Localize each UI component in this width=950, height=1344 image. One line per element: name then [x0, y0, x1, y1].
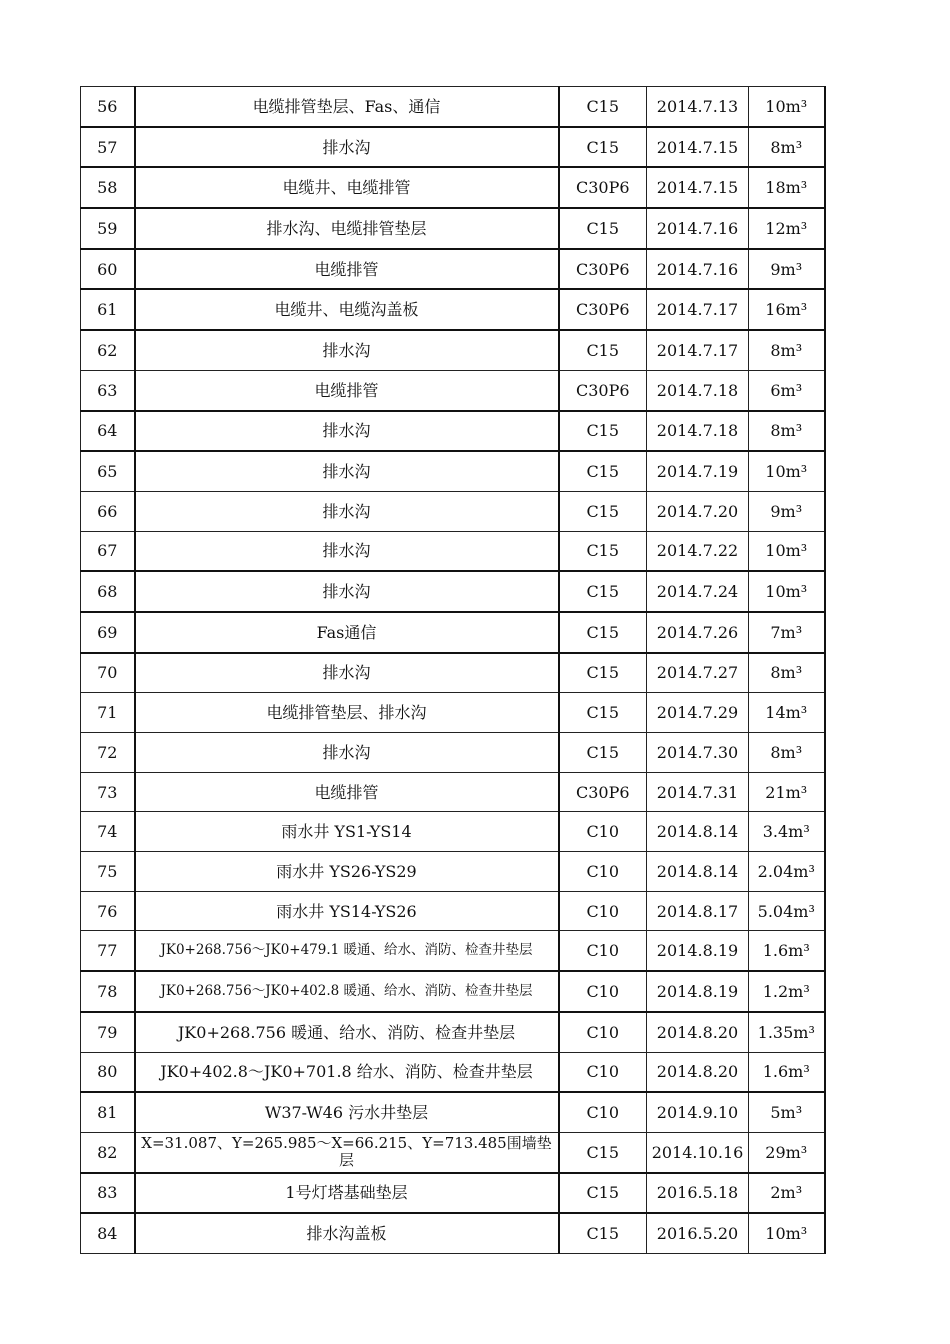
pour-date: 2014.7.27 — [647, 653, 749, 693]
row-number: 58 — [81, 167, 135, 208]
concrete-grade: C15 — [559, 491, 647, 531]
pour-volume: 1.6m³ — [749, 931, 825, 971]
work-item: X=31.087、Y=265.985～X=66.215、Y=713.485围墙垫层 — [135, 1132, 559, 1172]
work-item: 电缆排管 — [135, 772, 559, 812]
row-number: 82 — [81, 1132, 135, 1172]
row-number: 61 — [81, 289, 135, 330]
row-number: 75 — [81, 852, 135, 892]
row-number: 57 — [81, 127, 135, 168]
row-number: 64 — [81, 411, 135, 452]
table-row — [81, 289, 825, 330]
table-row — [81, 208, 825, 249]
pour-volume: 5.04m³ — [749, 891, 825, 931]
work-item: 电缆排管垫层、排水沟 — [135, 693, 559, 733]
row-number: 67 — [81, 531, 135, 571]
pour-volume: 9m³ — [749, 491, 825, 531]
work-item: JK0+268.756～JK0+402.8 暖通、给水、消防、检查井垫层 — [135, 971, 559, 1012]
work-item: 排水沟 — [135, 127, 559, 168]
table-row — [81, 1173, 825, 1214]
pour-volume: 8m³ — [749, 653, 825, 693]
row-number: 66 — [81, 491, 135, 531]
pour-volume: 18m³ — [749, 167, 825, 208]
table-row — [81, 852, 825, 892]
work-item: 电缆井、电缆排管 — [135, 167, 559, 208]
table-row — [81, 571, 825, 612]
work-item: 排水沟 — [135, 491, 559, 531]
pour-volume: 10m³ — [749, 571, 825, 612]
row-number: 70 — [81, 653, 135, 693]
table-row — [81, 249, 825, 290]
table-row — [81, 531, 825, 571]
concrete-grade: C10 — [559, 852, 647, 892]
work-item: Fas通信 — [135, 612, 559, 653]
concrete-pour-record-sheet — [80, 86, 824, 1254]
work-item: 电缆排管 — [135, 370, 559, 410]
work-item: W37-W46 污水井垫层 — [135, 1092, 559, 1132]
pour-date: 2014.7.15 — [647, 167, 749, 208]
pour-record-table — [80, 86, 826, 1254]
concrete-grade: C10 — [559, 891, 647, 931]
table-row — [81, 891, 825, 931]
concrete-grade: C15 — [559, 330, 647, 370]
row-number: 81 — [81, 1092, 135, 1132]
pour-volume: 10m³ — [749, 1213, 825, 1253]
table-row — [81, 87, 825, 127]
pour-volume: 2m³ — [749, 1173, 825, 1214]
concrete-grade: C30P6 — [559, 772, 647, 812]
table-row — [81, 491, 825, 531]
row-number: 69 — [81, 612, 135, 653]
pour-date: 2014.10.16 — [647, 1132, 749, 1172]
pour-date: 2014.7.15 — [647, 127, 749, 168]
concrete-grade: C15 — [559, 653, 647, 693]
table-row — [81, 772, 825, 812]
table-row — [81, 411, 825, 452]
work-item: JK0+268.756 暖通、给水、消防、检查井垫层 — [135, 1012, 559, 1052]
pour-volume: 7m³ — [749, 612, 825, 653]
table-row — [81, 693, 825, 733]
table-body — [81, 87, 825, 1254]
pour-date: 2014.8.17 — [647, 891, 749, 931]
pour-volume: 8m³ — [749, 733, 825, 773]
row-number: 79 — [81, 1012, 135, 1052]
pour-date: 2014.7.18 — [647, 411, 749, 452]
row-number: 65 — [81, 451, 135, 491]
row-number: 74 — [81, 812, 135, 852]
pour-volume: 5m³ — [749, 1092, 825, 1132]
pour-date: 2014.7.17 — [647, 289, 749, 330]
pour-date: 2016.5.20 — [647, 1213, 749, 1253]
pour-date: 2016.5.18 — [647, 1173, 749, 1214]
work-item: 排水沟 — [135, 451, 559, 491]
row-number: 77 — [81, 931, 135, 971]
row-number: 71 — [81, 693, 135, 733]
concrete-grade: C10 — [559, 812, 647, 852]
row-number: 59 — [81, 208, 135, 249]
table-row — [81, 653, 825, 693]
pour-volume: 29m³ — [749, 1132, 825, 1172]
pour-volume: 9m³ — [749, 249, 825, 290]
work-item: 电缆排管 — [135, 249, 559, 290]
pour-volume: 10m³ — [749, 531, 825, 571]
work-item: 排水沟 — [135, 571, 559, 612]
work-item: 排水沟盖板 — [135, 1213, 559, 1253]
pour-volume: 14m³ — [749, 693, 825, 733]
table-row — [81, 451, 825, 491]
pour-date: 2014.7.22 — [647, 531, 749, 571]
row-number: 84 — [81, 1213, 135, 1253]
row-number: 83 — [81, 1173, 135, 1214]
row-number: 73 — [81, 772, 135, 812]
pour-volume: 10m³ — [749, 87, 825, 127]
work-item: 雨水井 YS14-YS26 — [135, 891, 559, 931]
pour-date: 2014.7.13 — [647, 87, 749, 127]
concrete-grade: C15 — [559, 87, 647, 127]
pour-date: 2014.7.24 — [647, 571, 749, 612]
row-number: 63 — [81, 370, 135, 410]
concrete-grade: C15 — [559, 127, 647, 168]
row-number: 80 — [81, 1052, 135, 1092]
pour-date: 2014.7.26 — [647, 612, 749, 653]
concrete-grade: C15 — [559, 733, 647, 773]
work-item: 排水沟 — [135, 330, 559, 370]
pour-volume: 16m³ — [749, 289, 825, 330]
work-item: 排水沟 — [135, 411, 559, 452]
table-row — [81, 127, 825, 168]
concrete-grade: C30P6 — [559, 289, 647, 330]
table-row — [81, 1092, 825, 1132]
table-row — [81, 971, 825, 1012]
pour-date: 2014.7.16 — [647, 208, 749, 249]
concrete-grade: C15 — [559, 1132, 647, 1172]
work-item: 排水沟 — [135, 653, 559, 693]
concrete-grade: C10 — [559, 931, 647, 971]
concrete-grade: C10 — [559, 1052, 647, 1092]
row-number: 78 — [81, 971, 135, 1012]
pour-date: 2014.8.19 — [647, 931, 749, 971]
concrete-grade: C30P6 — [559, 370, 647, 410]
concrete-grade: C30P6 — [559, 249, 647, 290]
work-item: 雨水井 YS1-YS14 — [135, 812, 559, 852]
row-number: 60 — [81, 249, 135, 290]
table-row — [81, 370, 825, 410]
row-number: 76 — [81, 891, 135, 931]
pour-date: 2014.7.19 — [647, 451, 749, 491]
table-row — [81, 612, 825, 653]
table-row — [81, 167, 825, 208]
concrete-grade: C15 — [559, 1213, 647, 1253]
concrete-grade: C10 — [559, 1092, 647, 1132]
concrete-grade: C15 — [559, 531, 647, 571]
work-item: 电缆井、电缆沟盖板 — [135, 289, 559, 330]
concrete-grade: C15 — [559, 612, 647, 653]
concrete-grade: C15 — [559, 693, 647, 733]
pour-date: 2014.9.10 — [647, 1092, 749, 1132]
table-row — [81, 1213, 825, 1253]
work-item: JK0+402.8～JK0+701.8 给水、消防、检查井垫层 — [135, 1052, 559, 1092]
concrete-grade: C15 — [559, 208, 647, 249]
pour-volume: 8m³ — [749, 411, 825, 452]
concrete-grade: C10 — [559, 971, 647, 1012]
work-item: 排水沟 — [135, 733, 559, 773]
pour-volume: 1.6m³ — [749, 1052, 825, 1092]
work-item: 排水沟、电缆排管垫层 — [135, 208, 559, 249]
row-number: 68 — [81, 571, 135, 612]
table-row — [81, 330, 825, 370]
pour-volume: 12m³ — [749, 208, 825, 249]
work-item: 雨水井 YS26-YS29 — [135, 852, 559, 892]
pour-date: 2014.7.29 — [647, 693, 749, 733]
concrete-grade: C15 — [559, 1173, 647, 1214]
work-item: 电缆排管垫层、Fas、通信 — [135, 87, 559, 127]
pour-date: 2014.8.14 — [647, 852, 749, 892]
table-row — [81, 1052, 825, 1092]
concrete-grade: C30P6 — [559, 167, 647, 208]
work-item: JK0+268.756～JK0+479.1 暖通、给水、消防、检查井垫层 — [135, 931, 559, 971]
row-number: 62 — [81, 330, 135, 370]
pour-date: 2014.7.17 — [647, 330, 749, 370]
row-number: 56 — [81, 87, 135, 127]
pour-volume: 1.35m³ — [749, 1012, 825, 1052]
row-number: 72 — [81, 733, 135, 773]
pour-date: 2014.7.31 — [647, 772, 749, 812]
table-row — [81, 1132, 825, 1172]
pour-date: 2014.7.18 — [647, 370, 749, 410]
pour-date: 2014.8.20 — [647, 1012, 749, 1052]
pour-volume: 1.2m³ — [749, 971, 825, 1012]
concrete-grade: C10 — [559, 1012, 647, 1052]
pour-volume: 8m³ — [749, 330, 825, 370]
pour-volume: 6m³ — [749, 370, 825, 410]
work-item: 排水沟 — [135, 531, 559, 571]
concrete-grade: C15 — [559, 451, 647, 491]
table-row — [81, 931, 825, 971]
pour-volume: 2.04m³ — [749, 852, 825, 892]
table-row — [81, 812, 825, 852]
concrete-grade: C15 — [559, 571, 647, 612]
pour-date: 2014.7.16 — [647, 249, 749, 290]
table-row — [81, 733, 825, 773]
table-row — [81, 1012, 825, 1052]
pour-volume: 10m³ — [749, 451, 825, 491]
work-item: 1号灯塔基础垫层 — [135, 1173, 559, 1214]
pour-volume: 21m³ — [749, 772, 825, 812]
pour-date: 2014.8.20 — [647, 1052, 749, 1092]
pour-date: 2014.7.30 — [647, 733, 749, 773]
concrete-grade: C15 — [559, 411, 647, 452]
pour-date: 2014.7.20 — [647, 491, 749, 531]
pour-date: 2014.8.14 — [647, 812, 749, 852]
pour-volume: 3.4m³ — [749, 812, 825, 852]
pour-date: 2014.8.19 — [647, 971, 749, 1012]
pour-volume: 8m³ — [749, 127, 825, 168]
